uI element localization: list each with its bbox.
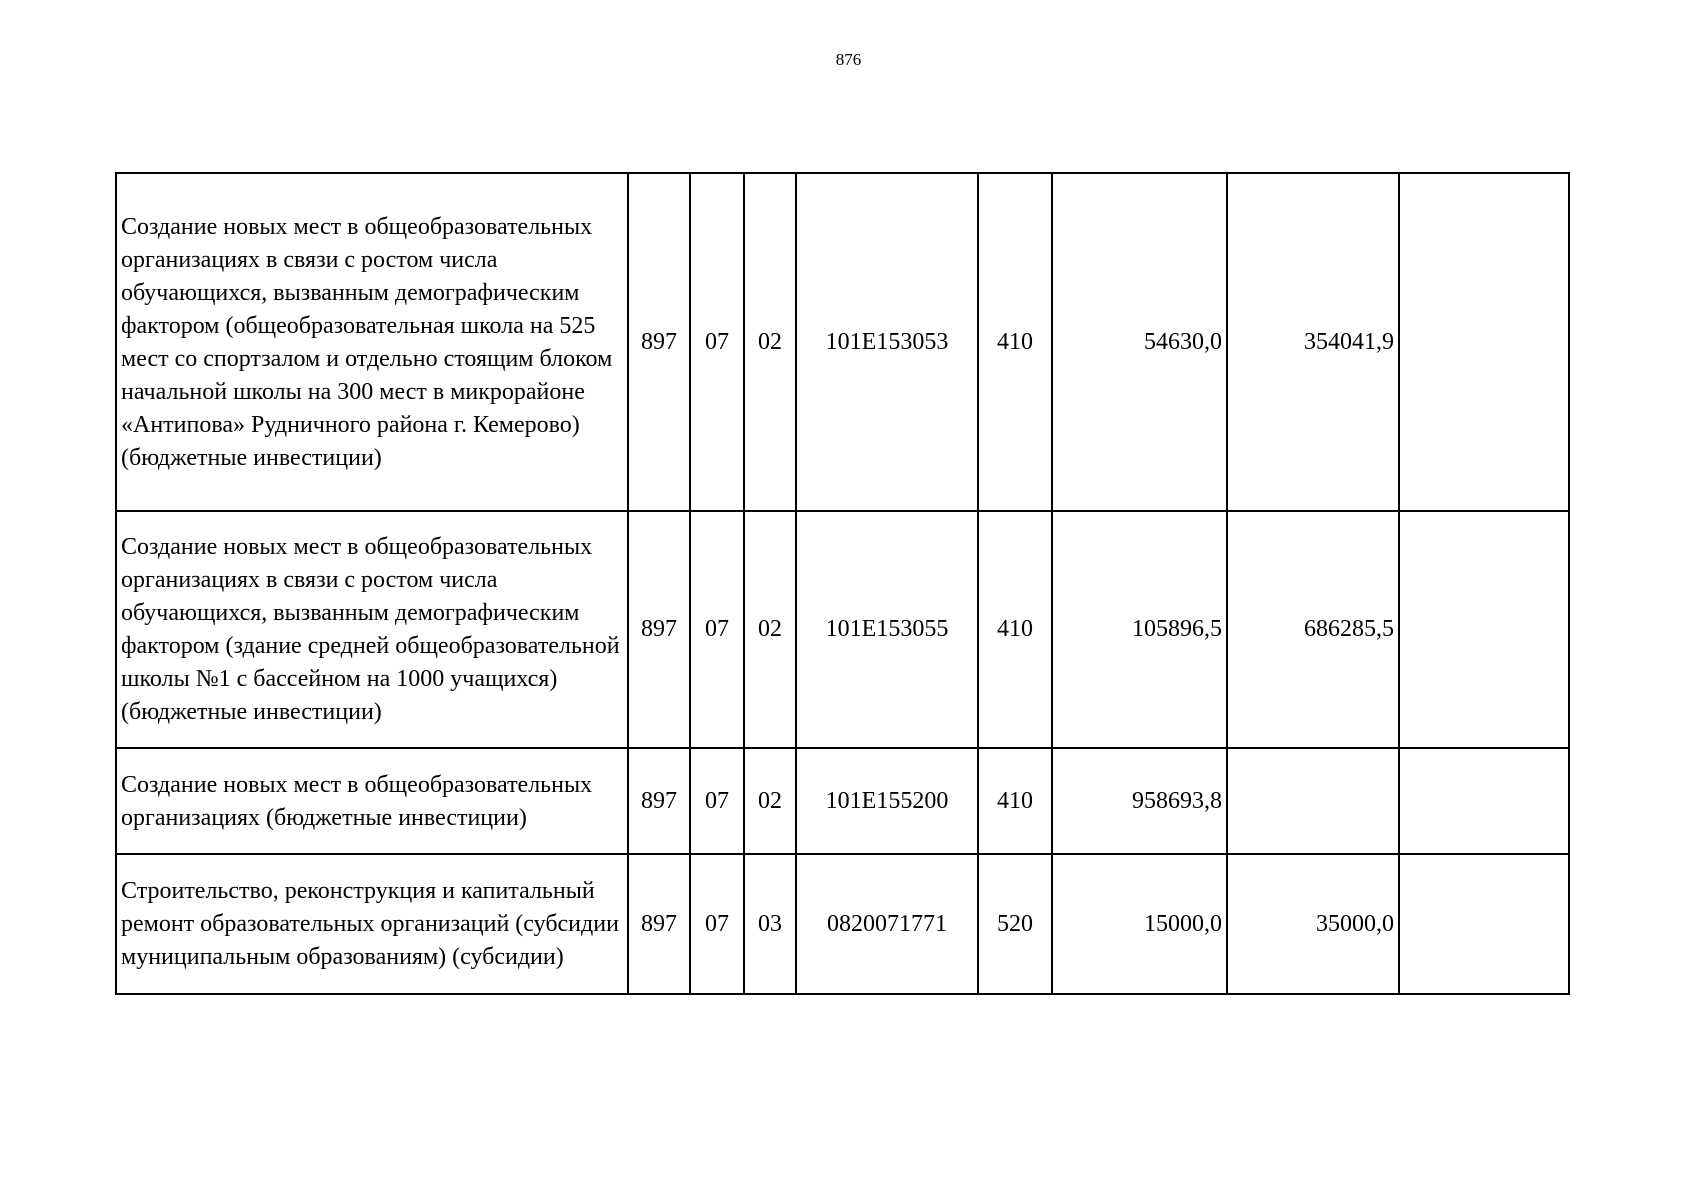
- subsection-code: 02: [744, 511, 796, 748]
- amount-2: [1227, 748, 1399, 854]
- expense-type-code: 520: [978, 854, 1052, 994]
- page-number: 876: [835, 50, 862, 69]
- target-article-code: 0820071771: [796, 854, 978, 994]
- amount-3: [1399, 854, 1569, 994]
- subsection-code: 02: [744, 173, 796, 511]
- section-code: 07: [690, 854, 744, 994]
- amount-2: 686285,5: [1227, 511, 1399, 748]
- amount-3: [1399, 511, 1569, 748]
- row-description: Создание новых мест в общеобразовательных организациях в связи с ростом числа обучающихся, вызванным демографическим фактором (здание средней общеобразовательной школы №1 с бассейном на 1000 учащихся) (бюджетные инвестиции): [116, 511, 628, 748]
- expense-type-code: 410: [978, 748, 1052, 854]
- amount-1: 54630,0: [1052, 173, 1227, 511]
- subsection-code: 03: [744, 854, 796, 994]
- row-description: Создание новых мест в общеобразовательных организациях (бюджетные инвестиции): [116, 748, 628, 854]
- table-row: [116, 854, 1569, 994]
- amount-1: 958693,8: [1052, 748, 1227, 854]
- section-code: 07: [690, 173, 744, 511]
- amount-2: 354041,9: [1227, 173, 1399, 511]
- amount-2: 35000,0: [1227, 854, 1399, 994]
- row-description: Создание новых мест в общеобразовательных организациях в связи с ростом числа обучающихся, вызванным демографическим фактором (общеобразовательная школа на 525 мест со спортзалом и отдельно стоящим блоком начальной школы на 300 мест в микрорайоне «Антипова» Рудничного района г. Кемерово) (бюджетные инвестиции): [116, 173, 628, 511]
- table-row: [116, 173, 1569, 511]
- ministry-code: 897: [628, 854, 690, 994]
- target-article-code: 101Е155200: [796, 748, 978, 854]
- expense-type-code: 410: [978, 173, 1052, 511]
- amount-1: 105896,5: [1052, 511, 1227, 748]
- ministry-code: 897: [628, 173, 690, 511]
- expense-type-code: 410: [978, 511, 1052, 748]
- target-article-code: 101Е153055: [796, 511, 978, 748]
- row-description: Строительство, реконструкция и капитальный ремонт образовательных организаций (субсидии муниципальным образованиям) (субсидии): [116, 854, 628, 994]
- amount-3: [1399, 748, 1569, 854]
- target-article-code: 101Е153053: [796, 173, 978, 511]
- table-row: [116, 748, 1569, 854]
- ministry-code: 897: [628, 511, 690, 748]
- amount-3: [1399, 173, 1569, 511]
- table-row: [116, 511, 1569, 748]
- subsection-code: 02: [744, 748, 796, 854]
- amount-1: 15000,0: [1052, 854, 1227, 994]
- section-code: 07: [690, 748, 744, 854]
- budget-table: [115, 172, 1570, 995]
- section-code: 07: [690, 511, 744, 748]
- ministry-code: 897: [628, 748, 690, 854]
